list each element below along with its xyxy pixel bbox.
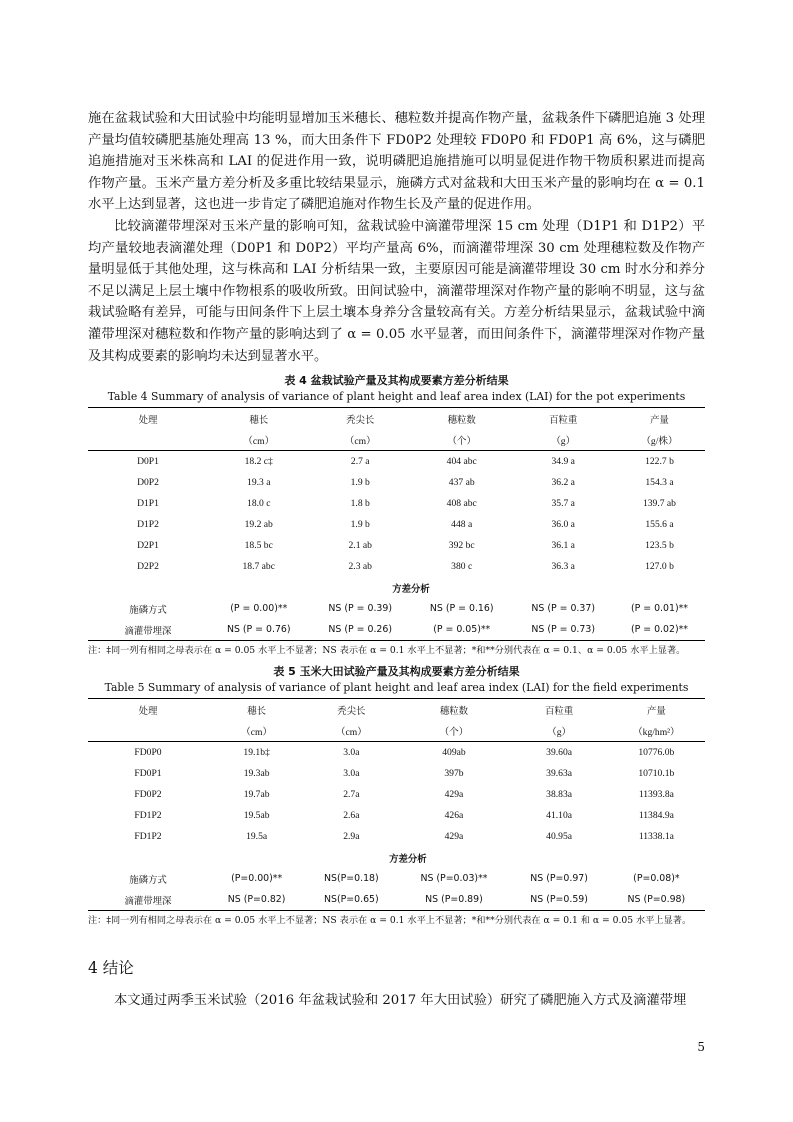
- page-number: 5: [697, 1040, 705, 1054]
- table-cell: NS (P = 0.26): [309, 619, 410, 641]
- table-row: [88, 493, 705, 514]
- table-cell: 397b: [444, 768, 464, 780]
- table-cell: (P = 0.00)**: [230, 603, 288, 615]
- header-cell: 穗长: [208, 699, 305, 721]
- table-cell: 380 c: [451, 561, 473, 573]
- row-label-cell: FD1P2: [134, 810, 162, 822]
- header-cell: 穗粒数: [397, 699, 510, 721]
- table-cell: 2.9a: [343, 831, 360, 843]
- unit-cell: [88, 720, 208, 742]
- row-label-cell: FD1P2: [134, 831, 162, 843]
- unit-cell: （个）: [411, 429, 512, 451]
- table-cell: 2.7a: [343, 789, 360, 801]
- table-cell: 122.7 b: [645, 456, 674, 468]
- table-cell: 127.0 b: [645, 561, 674, 573]
- header-cell: 穗长: [208, 408, 309, 430]
- paragraph-1: 施在盆栽试验和大田试验中均能明显增加玉米穗长、穗粒数并提高作物产量，盆栽条件下磷肥追施 3 处理产量均值较磷肥基施处理高 13 %，而大田条件下 FD0P2 处理较 FD0P0 和 FD0P1 高 6%，这与磷肥追施措施对玉米株高和 LAI 的促进作用一致，说明磷肥追施措施可以明显促进作物干物质积累进而提高作物产量。玉米产量方差分析及多重比较结果显示，施磷方式对盆栽和大田玉米产量的影响均在 α = 0.1 水平上达到显著，这也进一步肯定了磷肥追施对作物生长及产量的促进作用。: [88, 111, 705, 213]
- table-cell: NS (P=0.59): [510, 889, 607, 911]
- table-cell: 2.6a: [343, 810, 360, 822]
- unit-cell: （cm）: [208, 720, 305, 742]
- table-units-row: [88, 429, 705, 451]
- header-cell: 处理: [88, 699, 208, 721]
- table-cell: 3.0a: [343, 747, 360, 759]
- table-5: [88, 698, 705, 911]
- table-cell: 1.8 b: [350, 498, 370, 510]
- table-cell: NS (P = 0.73): [512, 619, 613, 641]
- table-cell: (P = 0.02)**: [614, 619, 705, 641]
- table-cell: (P=0.08)*: [633, 873, 680, 885]
- table4-note: 注：‡同一列有相同之母表示在 α = 0.05 水平上不显著；NS 表示在 α = 0.1 水平上不显著；*和**分别代表在 α = 0.1、α = 0.05 水平上显著。: [88, 645, 686, 657]
- anova-title-row: [88, 577, 705, 598]
- table4-caption-cn: 表 4 盆栽试验产量及其构成要素方差分析结果: [284, 374, 509, 388]
- unit-cell: （g）: [512, 429, 613, 451]
- table-cell: 10710.1b: [638, 768, 675, 780]
- unit-cell: （kg/hm²）: [608, 720, 705, 742]
- table4-anova: [88, 598, 705, 641]
- header-cell: 产量: [614, 408, 705, 430]
- table-cell: NS(P=0.65): [305, 889, 397, 911]
- table-row: [88, 784, 705, 805]
- table-cell: 3.0a: [343, 768, 360, 780]
- header-cell: 穗粒数: [411, 408, 512, 430]
- table-cell: NS(P=0.18): [324, 873, 379, 885]
- table-cell: 11338.1a: [638, 831, 674, 843]
- table-header-row: [88, 699, 705, 721]
- anova-title-row: [88, 847, 705, 868]
- table-cell: 19.7ab: [243, 789, 270, 801]
- table-4: [88, 407, 705, 641]
- unit-cell: （g）: [510, 720, 607, 742]
- table-cell: 18.7 abc: [242, 561, 275, 573]
- table-cell: 19.5a: [246, 831, 268, 843]
- row-label-cell: D0P1: [137, 456, 159, 468]
- table-cell: NS (P=0.82): [208, 889, 305, 911]
- header-cell: 产量: [608, 699, 705, 721]
- table-cell: 1.9 b: [350, 519, 370, 531]
- table-cell: 19.3ab: [243, 768, 270, 780]
- table-cell: 36.3 a: [551, 561, 575, 573]
- table-cell: 155.6 a: [645, 519, 674, 531]
- table-cell: 2.7 a: [350, 456, 370, 468]
- unit-cell: （个）: [397, 720, 510, 742]
- table-cell: 123.5 b: [645, 540, 674, 552]
- table-cell: 41.10a: [546, 810, 573, 822]
- row-label-cell: D1P1: [137, 498, 159, 510]
- table-cell: NS (P=0.97): [530, 873, 588, 885]
- row-label-cell: D2P1: [137, 540, 159, 552]
- page-content: [88, 108, 705, 1012]
- anova-title: 方差分析: [389, 853, 427, 865]
- table-cell: 10776.0b: [638, 747, 675, 759]
- table-header-row: [88, 408, 705, 430]
- row-label-cell: FD0P1: [134, 768, 162, 780]
- table-cell: 408 abc: [446, 498, 477, 510]
- table-cell: 437 ab: [448, 477, 475, 489]
- table-cell: 1.9 b: [350, 477, 370, 489]
- table-row: [88, 556, 705, 577]
- table-row: [88, 805, 705, 826]
- anova-row: [88, 598, 705, 619]
- section-heading: 4 结论: [88, 959, 134, 978]
- table-row: [88, 742, 705, 764]
- table-cell: 448 a: [451, 519, 473, 531]
- row-label-cell: 滴灌带埋深: [88, 619, 208, 641]
- table-cell: 19.1b‡: [243, 747, 270, 759]
- table-cell: 404 abc: [446, 456, 477, 468]
- table5-caption-en: Table 5 Summary of analysis of variance of plant height and leaf area index (LAI) for the field experiments: [104, 681, 689, 695]
- table-cell: (P=0.00)**: [231, 873, 283, 885]
- table-cell: 18.0 c: [247, 498, 271, 510]
- header-cell: 秃尖长: [305, 699, 397, 721]
- row-label-cell: FD0P0: [134, 747, 162, 759]
- table-row: [88, 826, 705, 847]
- table5-anova: [88, 868, 705, 911]
- unit-cell: [88, 429, 208, 451]
- table-cell: NS (P = 0.16): [429, 603, 494, 615]
- table-cell: 39.60a: [546, 747, 573, 759]
- table-cell: 409ab: [442, 747, 466, 759]
- table-cell: 2.3 ab: [348, 561, 372, 573]
- table5-note: 注：‡同一列有相同之母表示在 α = 0.05 水平上不显著；NS 表示在 α = 0.1 水平上不显著；*和**分别代表在 α = 0.1 和 α = 0.05 水平上显著。: [88, 915, 692, 927]
- anova-row: [88, 868, 705, 889]
- table5-body: [88, 742, 705, 848]
- table4-caption-en: Table 4 Summary of analysis of variance of plant height and leaf area index (LAI) for the pot experiments: [107, 390, 686, 404]
- table-row: [88, 535, 705, 556]
- row-label-cell: D2P2: [137, 561, 159, 573]
- table-cell: 11384.9a: [638, 810, 674, 822]
- unit-cell: （g/株）: [614, 429, 705, 451]
- table4-body: [88, 451, 705, 578]
- table-cell: 36.1 a: [551, 540, 575, 552]
- anova-title: 方差分析: [392, 583, 430, 595]
- header-cell: 处理: [88, 408, 208, 430]
- table-row: [88, 763, 705, 784]
- table-cell: 36.2 a: [551, 477, 575, 489]
- row-label-cell: 滴灌带埋深: [88, 889, 208, 911]
- table-cell: 38.83a: [546, 789, 573, 801]
- unit-cell: （cm）: [309, 429, 410, 451]
- table-cell: 19.2 ab: [244, 519, 273, 531]
- table-row: [88, 451, 705, 473]
- table-cell: 392 bc: [448, 540, 475, 552]
- table-cell: 11393.8a: [638, 789, 674, 801]
- anova-row: [88, 889, 705, 911]
- table-cell: 19.5ab: [243, 810, 270, 822]
- table-cell: 429a: [444, 831, 464, 843]
- table-cell: 429a: [444, 789, 464, 801]
- unit-cell: （cm）: [208, 429, 309, 451]
- table-row: [88, 472, 705, 493]
- table-cell: 139.7 ab: [642, 498, 676, 510]
- table-cell: 39.63a: [546, 768, 573, 780]
- table-cell: 18.5 bc: [244, 540, 273, 552]
- section-paragraph: 本文通过两季玉米试验（2016 年盆栽试验和 2017 年大田试验）研究了磷肥施入方式及滴灌带埋: [114, 993, 687, 1009]
- unit-cell: （cm）: [305, 720, 397, 742]
- table-units-row: [88, 720, 705, 742]
- table-cell: (P = 0.01)**: [630, 603, 688, 615]
- table-cell: NS (P = 0.37): [531, 603, 595, 615]
- table-cell: 36.0 a: [551, 519, 575, 531]
- paragraph-2: 比较滴灌带埋深对玉米产量的影响可知，盆栽试验中滴灌带埋深 15 cm 处理（D1P1 和 D1P2）平均产量较地表滴灌处理（D0P1 和 D0P2）平均产量高 6%，而滴灌带埋深 30 cm 处理穗粒数及作物产量明显低于其他处理，这与株高和 LAI 分析结果一致，主要原因可能是滴灌带埋设 30 cm 时水分和养分不足以满足上层土壤中作物根系的吸收所致。田间试验中，滴灌带埋深对作物产量的影响不明显，这与盆栽试验略有差异，可能与田间条件下上层土壤本身养分含量较高有关。方差分析结果显示，盆栽试验中滴灌带埋深对穗粒数和作物产量的影响达到了 α = 0.05 水平显著，而田间条件下，滴灌带埋深对作物产量及其构成要素的影响均未达到显著水平。: [88, 218, 705, 364]
- table-cell: 19.3 a: [247, 477, 271, 489]
- header-cell: 百粒重: [512, 408, 613, 430]
- table-cell: 2.1 ab: [348, 540, 372, 552]
- table-cell: NS (P=0.03)**: [420, 873, 488, 885]
- table-cell: 18.2 c‡: [244, 456, 273, 468]
- header-cell: 百粒重: [510, 699, 607, 721]
- row-label-cell: 施磷方式: [129, 604, 167, 616]
- anova-row: [88, 619, 705, 641]
- table-cell: NS (P = 0.39): [328, 603, 393, 615]
- row-label-cell: D0P2: [137, 477, 159, 489]
- table-cell: 34.9 a: [551, 456, 575, 468]
- row-label-cell: FD0P2: [134, 789, 162, 801]
- table-row: [88, 514, 705, 535]
- table-cell: 40.95a: [546, 831, 573, 843]
- table-cell: NS (P=0.89): [397, 889, 510, 911]
- table5-caption-cn: 表 5 玉米大田试验产量及其构成要素方差分析结果: [273, 665, 520, 679]
- table-cell: (P = 0.05)**: [411, 619, 512, 641]
- table-cell: NS (P = 0.76): [208, 619, 309, 641]
- table-cell: NS (P=0.98): [608, 889, 705, 911]
- table-cell: 154.3 a: [645, 477, 674, 489]
- table-cell: 35.7 a: [551, 498, 575, 510]
- table-cell: 426a: [444, 810, 464, 822]
- row-label-cell: 施磷方式: [129, 874, 167, 886]
- header-cell: 秃尖长: [309, 408, 410, 430]
- row-label-cell: D1P2: [137, 519, 159, 531]
